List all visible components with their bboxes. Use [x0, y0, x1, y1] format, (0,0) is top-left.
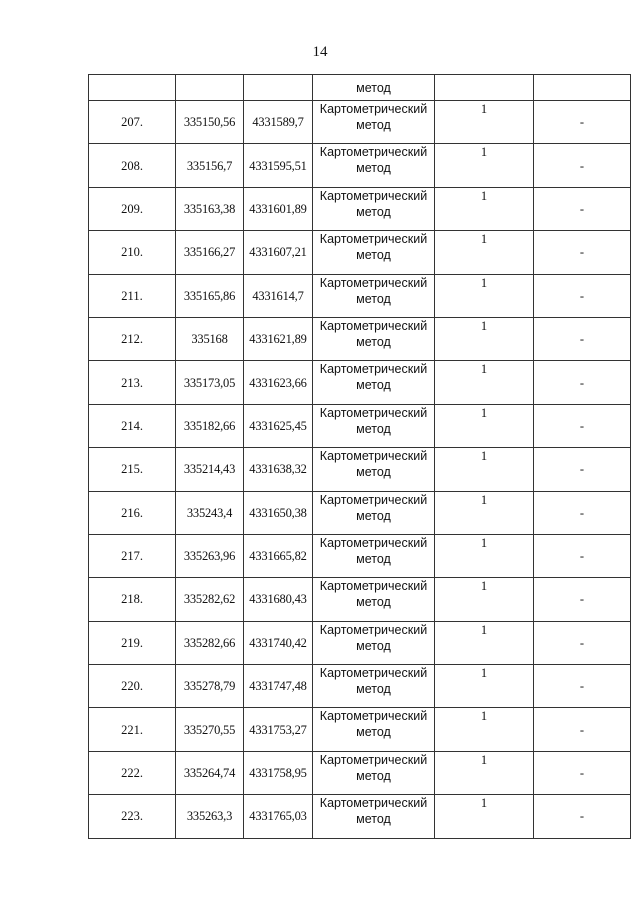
cell-x-coordinate: 335182,66	[176, 404, 244, 447]
cell-empty	[176, 75, 244, 101]
cell-x-coordinate: 335156,7	[176, 144, 244, 187]
cell-method: Картометрический метод	[313, 274, 435, 317]
cell-note: -	[534, 274, 631, 317]
cell-point-number: 208.	[89, 144, 176, 187]
cell-accuracy: 1	[435, 361, 534, 404]
cell-note: -	[534, 101, 631, 144]
cell-point-number: 216.	[89, 491, 176, 534]
cell-y-coordinate: 4331595,51	[244, 144, 313, 187]
cell-y-coordinate: 4331607,21	[244, 231, 313, 274]
cell-note: -	[534, 708, 631, 751]
table-row	[89, 751, 631, 794]
cell-method: Картометрический метод	[313, 795, 435, 838]
table-row	[89, 578, 631, 621]
page-number: 14	[312, 44, 328, 60]
cell-accuracy: 1	[435, 708, 534, 751]
cell-x-coordinate: 335282,62	[176, 578, 244, 621]
cell-note: -	[534, 665, 631, 708]
table-row	[89, 144, 631, 187]
cell-note: -	[534, 317, 631, 360]
cell-point-number: 217.	[89, 534, 176, 577]
cell-y-coordinate: 4331650,38	[244, 491, 313, 534]
cell-x-coordinate: 335163,38	[176, 187, 244, 230]
cell-method: Картометрический метод	[313, 361, 435, 404]
table-row	[89, 187, 631, 230]
table-row	[89, 231, 631, 274]
cell-point-number: 207.	[89, 101, 176, 144]
cell-accuracy: 1	[435, 795, 534, 838]
cell-note: -	[534, 534, 631, 577]
cell-point-number: 211.	[89, 274, 176, 317]
table-row	[89, 665, 631, 708]
cell-note: -	[534, 621, 631, 664]
cell-accuracy: 1	[435, 621, 534, 664]
cell-note: -	[534, 361, 631, 404]
table-row	[89, 317, 631, 360]
cell-accuracy: 1	[435, 578, 534, 621]
table-row	[89, 621, 631, 664]
cell-x-coordinate: 335150,56	[176, 101, 244, 144]
cell-accuracy: 1	[435, 274, 534, 317]
cell-accuracy: 1	[435, 448, 534, 491]
cell-y-coordinate: 4331747,48	[244, 665, 313, 708]
cell-empty	[89, 75, 176, 101]
cell-point-number: 210.	[89, 231, 176, 274]
cell-method: Картометрический метод	[313, 317, 435, 360]
cell-point-number: 215.	[89, 448, 176, 491]
cell-y-coordinate: 4331625,45	[244, 404, 313, 447]
table-row	[89, 795, 631, 838]
cell-note: -	[534, 795, 631, 838]
cell-method: Картометрический метод	[313, 448, 435, 491]
cell-y-coordinate: 4331623,66	[244, 361, 313, 404]
cell-y-coordinate: 4331621,89	[244, 317, 313, 360]
cell-method: Картометрический метод	[313, 708, 435, 751]
cell-y-coordinate: 4331765,03	[244, 795, 313, 838]
cell-empty	[244, 75, 313, 101]
cell-y-coordinate: 4331614,7	[244, 274, 313, 317]
cell-point-number: 212.	[89, 317, 176, 360]
cell-accuracy: 1	[435, 101, 534, 144]
table-row-continuation	[89, 75, 631, 101]
cell-y-coordinate: 4331680,43	[244, 578, 313, 621]
cell-method: Картометрический метод	[313, 231, 435, 274]
cell-point-number: 218.	[89, 578, 176, 621]
cell-y-coordinate: 4331638,32	[244, 448, 313, 491]
cell-method: Картометрический метод	[313, 578, 435, 621]
cell-note: -	[534, 751, 631, 794]
cell-point-number: 214.	[89, 404, 176, 447]
cell-method: Картометрический метод	[313, 101, 435, 144]
cell-accuracy: 1	[435, 665, 534, 708]
cell-accuracy: 1	[435, 534, 534, 577]
cell-x-coordinate: 335263,3	[176, 795, 244, 838]
cell-y-coordinate: 4331753,27	[244, 708, 313, 751]
cell-method: Картометрический метод	[313, 621, 435, 664]
cell-note: -	[534, 578, 631, 621]
table-row	[89, 101, 631, 144]
cell-method: Картометрический метод	[313, 491, 435, 534]
cell-x-coordinate: 335173,05	[176, 361, 244, 404]
cell-x-coordinate: 335165,86	[176, 274, 244, 317]
cell-point-number: 213.	[89, 361, 176, 404]
cell-point-number: 220.	[89, 665, 176, 708]
cell-accuracy: 1	[435, 317, 534, 360]
cell-x-coordinate: 335166,27	[176, 231, 244, 274]
cell-method: Картометрический метод	[313, 144, 435, 187]
cell-x-coordinate: 335214,43	[176, 448, 244, 491]
cell-point-number: 219.	[89, 621, 176, 664]
cell-method: Картометрический метод	[313, 665, 435, 708]
cell-note: -	[534, 231, 631, 274]
table-row	[89, 708, 631, 751]
cell-point-number: 223.	[89, 795, 176, 838]
cell-accuracy: 1	[435, 187, 534, 230]
cell-x-coordinate: 335282,66	[176, 621, 244, 664]
cell-method: Картометрический метод	[313, 187, 435, 230]
table-row	[89, 491, 631, 534]
cell-note: -	[534, 187, 631, 230]
cell-x-coordinate: 335243,4	[176, 491, 244, 534]
cell-y-coordinate: 4331589,7	[244, 101, 313, 144]
table-row	[89, 274, 631, 317]
cell-x-coordinate: 335264,74	[176, 751, 244, 794]
cell-x-coordinate: 335278,79	[176, 665, 244, 708]
cell-accuracy: 1	[435, 491, 534, 534]
coordinates-table	[88, 74, 631, 839]
table-row	[89, 361, 631, 404]
cell-note: -	[534, 491, 631, 534]
cell-accuracy: 1	[435, 144, 534, 187]
cell-x-coordinate: 335270,55	[176, 708, 244, 751]
cell-point-number: 209.	[89, 187, 176, 230]
cell-method: Картометрический метод	[313, 534, 435, 577]
cell-empty	[534, 75, 631, 101]
cell-note: -	[534, 448, 631, 491]
cell-y-coordinate: 4331740,42	[244, 621, 313, 664]
cell-note: -	[534, 404, 631, 447]
cell-method: Картометрический метод	[313, 404, 435, 447]
cell-accuracy: 1	[435, 404, 534, 447]
cell-y-coordinate: 4331665,82	[244, 534, 313, 577]
cell-accuracy: 1	[435, 231, 534, 274]
cell-method-continuation: метод	[313, 75, 435, 101]
cell-empty	[435, 75, 534, 101]
table-row	[89, 534, 631, 577]
cell-x-coordinate: 335168	[176, 317, 244, 360]
cell-note: -	[534, 144, 631, 187]
cell-y-coordinate: 4331758,95	[244, 751, 313, 794]
cell-method: Картометрический метод	[313, 751, 435, 794]
table-row	[89, 448, 631, 491]
cell-point-number: 222.	[89, 751, 176, 794]
cell-accuracy: 1	[435, 751, 534, 794]
cell-x-coordinate: 335263,96	[176, 534, 244, 577]
cell-point-number: 221.	[89, 708, 176, 751]
table-row	[89, 404, 631, 447]
table-body	[89, 75, 631, 839]
cell-y-coordinate: 4331601,89	[244, 187, 313, 230]
